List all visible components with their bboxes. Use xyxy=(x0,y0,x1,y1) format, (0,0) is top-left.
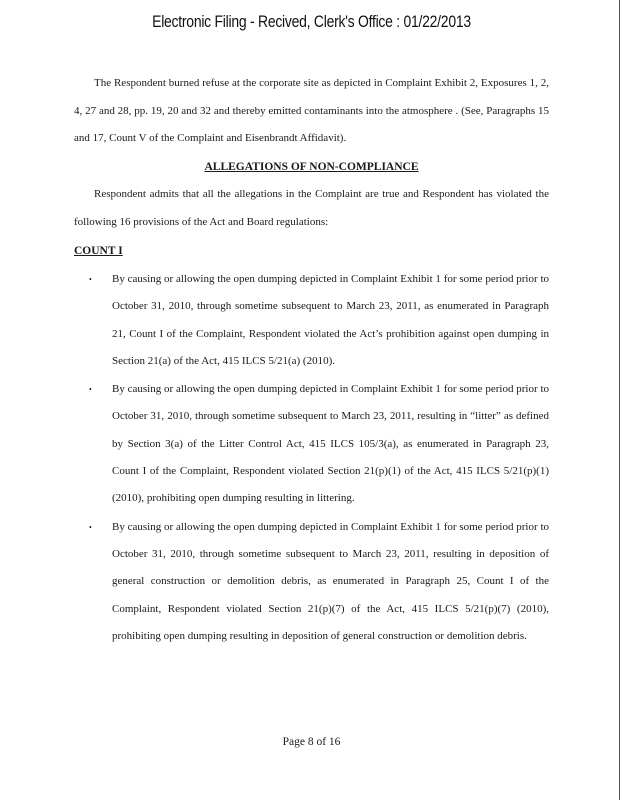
count-heading: COUNT I xyxy=(74,245,123,257)
list-item xyxy=(74,514,549,650)
bullet-icon: • xyxy=(89,275,92,284)
list-item-text: By causing or allowing the open dumping depicted in Complaint Exhibit 1 for some period prior to October 31, 2010, through sometime subsequent to March 23, 2011, resulting in deposition of general construction or demolition debris, as enumerated in Paragraph 25, Count I of the Complaint, Respondent violated Section 21(p)(7) of the Act, 415 ILCS 5/21(p)(7) (2010), prohibiting open dumping resulting in deposition of general construction or demolition debris. xyxy=(112,520,549,642)
violation-list xyxy=(74,266,549,651)
scan-edge-divider xyxy=(619,0,620,800)
list-item xyxy=(74,376,549,512)
list-item xyxy=(74,266,549,375)
body-paragraph-admission: Respondent admits that all the allegations in the Complaint are true and Respondent has violated the following 16 provisions of the Act and Board regulations: xyxy=(74,188,549,228)
filing-stamp: Electronic Filing - Recived, Clerk's Office : 01/22/2013 xyxy=(152,12,471,31)
page-number: Page 8 of 16 xyxy=(282,736,341,748)
list-item-text: By causing or allowing the open dumping depicted in Complaint Exhibit 1 for some period prior to October 31, 2010, through sometime subsequent to March 23, 2011, as enumerated in Paragraph 21, Count I of the Complaint, Respondent violated the Act’s prohibition against open dumping in Section 21(a) of the Act, 415 ILCS 5/21(a) (2010). xyxy=(112,273,549,367)
body-paragraph-burning: The Respondent burned refuse at the corporate site as depicted in Complaint Exhibit 2, Exposures 1, 2, 4, 27 and 28, pp. 19, 20 and 32 and thereby emitted contaminants into the atmosphere . (See, Paragraphs 15 and 17, Count V of the Complaint and Eisenbrandt Affidavit). xyxy=(74,77,549,144)
list-item-text: By causing or allowing the open dumping depicted in Complaint Exhibit 1 for some period prior to October 31, 2010, through sometime subsequent to March 23, 2011, resulting in “litter” as defined by Section 3(a) of the Litter Control Act, 415 ILCS 105/3(a), as enumerated in Paragraph 23, Count I of the Complaint, Respondent violated Section 21(p)(1) of the Act, 415 ILCS 5/21(p)(1) (2010), prohibiting open dumping resulting in littering. xyxy=(112,383,549,505)
bullet-icon: • xyxy=(89,385,92,395)
section-heading: ALLEGATIONS OF NON-COMPLIANCE xyxy=(204,161,419,173)
bullet-icon: • xyxy=(89,522,92,532)
